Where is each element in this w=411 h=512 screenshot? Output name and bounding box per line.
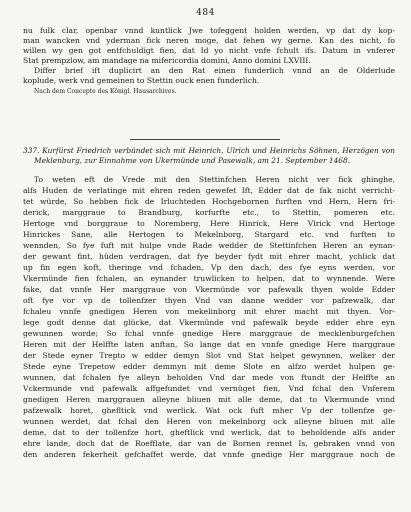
text-line: man wancken vnd yderman fick neren moge, dat fehen wy gerne. Kan des nicht, fo	[23, 36, 395, 45]
body-line: Hertoge vnd borggraue to Noremberg, Here Hinrick, Here Vlrick vnd Hertoge	[23, 219, 395, 228]
body-line: gewunnen worde; So fchal vnnfe gnedige Here marggraue de mecklenburgefchen	[23, 329, 395, 338]
text-line: willen wy gen got entfchuldigt fien, dat Id yo nicht vnfe fchult ifs. Datum in vnferer	[23, 46, 395, 55]
body-line: Heren mit der Helffte laten anftan, So lange dat en vnnfe gnedige Here marggraue	[23, 340, 395, 349]
body-line: der Stede eyner Trepto w edder demyn Slot vnd Stat helpet gewynnen, welker der	[23, 351, 395, 360]
body-line: Hinrickes Sane, alle Hertogen to Mekelnborg, Stargard etc. vnd furften to	[23, 230, 395, 239]
source-note: Nach dem Concepte des Königl. Hausarchives.	[34, 88, 177, 95]
body-line: pafzewalk horet, ghefltick vnd werlick. Wat ock fuft mher Vp der tollenfze ge-	[23, 406, 395, 415]
body-line: wunnen, dat fchalen fye alleyn beholden Vnd dar mede von ftundt der Helffte an	[23, 373, 395, 382]
body-line: tet würde, So hebben fick de Irluchteden Hochgebornen furften vnd Hern, Hern fri-	[23, 197, 395, 206]
body-line: wunnen werdet, dat fchal den Heren von mekelnborg ock alleyne bliuen mit alle	[23, 417, 395, 426]
body-line: oft fye vor vp de tollenfzer thyen Vnd van danne wedder vor pafzewalk, dar	[23, 296, 395, 305]
body-line: fake, dat vnnfe Her marggraue von Vkermünde vor pafewalk thyen wolde Edder	[23, 285, 395, 294]
body-line: fchaleu vnnfe gnedigen Heren von mekelinborg mit ehrer macht mit thyen. Vor-	[23, 307, 395, 316]
page-number: 484	[196, 8, 215, 18]
body-line: wennden, So fye fuft mit hulpe vnde Rade wedder de Stettinfchen Heren an eynan-	[23, 241, 395, 250]
body-line: den anderen fekerheit gefchaffet werde, dat vnnfe gnedige Her marggraue noch de	[23, 450, 395, 459]
body-line: alfs Huden de verlatinge mit ehren reden gewefet Ift, Edder dat de fak nicht verricht-	[23, 186, 395, 195]
body-line: derick, marggraue to Brandburg, korfurfte etc., to Stettin, pomeren etc.	[23, 208, 395, 217]
text-line: koplude, werk vnd gemeinen to Stettin ouck enen funderlich.	[23, 76, 260, 85]
text-line: nu fulk clar, openbar vnnd kuntlick Jwe tofeggent holden werden, vp dat dy kop-	[23, 26, 395, 35]
body-line: Stede eyne Trepetow edder demmyn mit deme Slote en alfzo werdet hulpen ge-	[23, 362, 395, 371]
body-line: ehre lande, doch dat de Roefflate, dar van de Bornen rennet Is, gebraken vnnd von	[23, 439, 395, 448]
heading-line: Meklenburg, zur Einnahme von Ukermünde und Pasewalk, am 21. September 1468.	[34, 156, 351, 165]
text-line: Stat prempzlow, am mandage na mifericordia domini, Anno domini LXVIII.	[23, 56, 311, 65]
body-line: To weten eft de Vrede mit den Stettinfchen Heren nicht ver fick ghinghe,	[34, 175, 395, 184]
text-line: Differ brief ift duplicirt an den Rat einen funderlich vnnd an de Olderlude	[34, 66, 395, 75]
body-line: lege godt denne dat glücke, dat Vkermünde vnd pafewalk beyde edder ehre eyn	[23, 318, 395, 327]
body-line: deme, dat to der tollenfze hort, gheftlick vnd werlick, dat to beholdende alfs ander	[23, 428, 395, 437]
body-line: up fin egen koft, theringe vnd fchaden, Vp den dach, des fye eyns werden, vor	[23, 263, 395, 272]
body-line: gnedigen Heren marggrauen alleyne bliuen mit alle deme, dat to Vkermunde vnnd	[23, 395, 395, 404]
body-line: Vkermünde fien fchalen, an eynander truwlicken to helpen, dat to wynnende. Were	[23, 274, 395, 283]
heading-line: 337. Kurfürst Friedrich verbündet sich mit Heinrich, Ulrich und Heinrichs Söhnen, Herzögen von	[23, 146, 395, 155]
body-line: Vckermunde vnd pafewalk affgefundet vnd vernüget fien, Vnd fchal den Vnferem	[23, 384, 395, 393]
body-line: der gewant fint, hüden verdragen, dat fye beyder fydt mit ehrer macht, ychlick dat	[23, 252, 395, 261]
